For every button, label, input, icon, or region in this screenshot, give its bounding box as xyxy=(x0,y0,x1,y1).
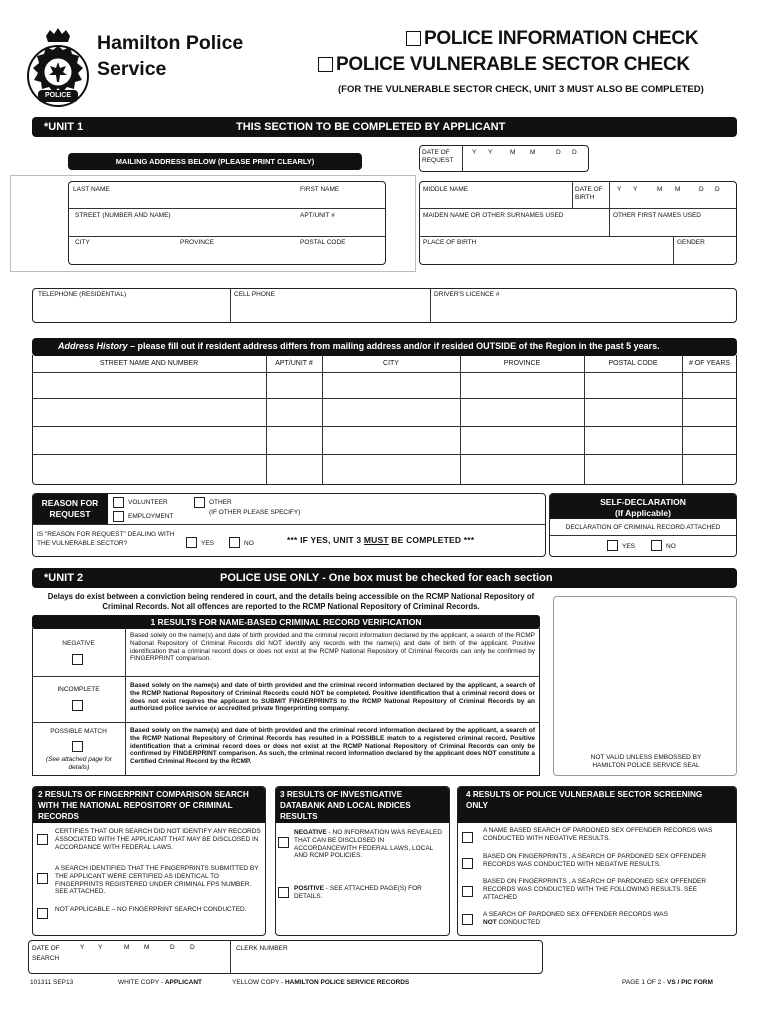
date-of-request-label: DATE OF REQUEST xyxy=(422,149,454,164)
unit1-label: *UNIT 1 xyxy=(44,121,84,133)
volunteer-label: VOLUNTEER xyxy=(128,499,168,506)
date-search-label: DATE OF SEARCH xyxy=(32,945,60,962)
badge-text: POLICE xyxy=(44,92,72,99)
org-name xyxy=(97,30,243,82)
unit1-title: THIS SECTION TO BE COMPLETED BY APPLICANT xyxy=(236,121,506,133)
maiden-label: MAIDEN NAME OR OTHER SURNAMES USED xyxy=(423,212,564,219)
header-subtitle: (FOR THE VULNERABLE SECTOR CHECK, UNIT 3 MUST ALSO BE COMPLETED) xyxy=(338,84,704,95)
s3-positive: POSITIVE - SEE ATTACHED PAGE(S) FOR DETAILS. xyxy=(294,885,422,900)
negative-checkbox[interactable] xyxy=(72,654,83,665)
other-label: OTHER xyxy=(209,499,232,506)
decl-yes-checkbox[interactable] xyxy=(607,540,618,551)
incomplete-label: INCOMPLETE xyxy=(57,686,100,693)
negative-text: Based solely on the name(s) and date of birth provided and the criminal record information declared by the applicant, a search of the RCMP National Repository of Criminal Records did NOT identify any records with the name(s) and date of birth of the applicant. Positive identification that a criminal record does or does not exist at the RCMP National Repository of Criminal Records can only be confirmed by FINGERPRINT comparison. xyxy=(130,632,535,663)
org-name-line1: Hamilton Police xyxy=(97,32,244,54)
s4-item4: A SEARCH OF PARDONED SEX OFFENDER RECORDS WAS NOT CONDUCTED xyxy=(483,911,668,926)
s2-item3: NOT APPLICABLE – NO FINGERPRINT SEARCH CONDUCTED. xyxy=(55,906,247,913)
possible-checkbox[interactable] xyxy=(72,741,83,752)
licence-label: DRIVER'S LICENCE # xyxy=(434,291,500,298)
place-birth-label: PLACE OF BIRTH xyxy=(423,239,477,246)
col-apt: APT/UNIT # xyxy=(275,360,313,367)
other-checkbox[interactable] xyxy=(194,497,205,508)
address-history-title: Address History – please fill out if resident address differs from mailing address and/or if resided OUTSIDE of the Region in the past 5 years. xyxy=(58,341,660,351)
s2-item3-checkbox[interactable] xyxy=(37,908,48,919)
decl-no-checkbox[interactable] xyxy=(651,540,662,551)
s4-item2: BASED ON FINGERPRINTS , A SEARCH OF PARDONED SEX OFFENDER RECORDS WAS CONDUCTED WITH NEGATIVE RESULTS. xyxy=(483,853,707,868)
unit2-label: *UNIT 2 xyxy=(44,572,84,584)
vs-yes-checkbox[interactable] xyxy=(186,537,197,548)
title-pic xyxy=(406,28,698,50)
decl-yes-label: YES xyxy=(622,543,636,550)
s4-item4-checkbox[interactable] xyxy=(462,914,473,925)
middle-name-label: MIDDLE NAME xyxy=(423,186,469,193)
self-decl-title: SELF-DECLARATION xyxy=(600,497,686,507)
dob-label: DATE OF BIRTH xyxy=(575,186,603,201)
employment-checkbox[interactable] xyxy=(113,511,124,522)
negative-label: NEGATIVE xyxy=(62,640,95,647)
s2-item1-checkbox[interactable] xyxy=(37,834,48,845)
col-street: STREET NAME AND NUMBER xyxy=(99,360,199,367)
gender-label: GENDER xyxy=(677,239,705,246)
pic-checkbox[interactable] xyxy=(406,31,421,46)
title-vsc xyxy=(318,54,690,76)
police-badge-logo xyxy=(26,28,90,112)
s4-item1: A NAME BASED SEARCH OF PARDONED SEX OFFENDER RECORDS WAS CONDUCTED WITH NEGATIVE RESULTS. xyxy=(483,827,713,842)
s3-title: 3 RESULTS OF INVESTIGATIVE DATABANK AND LOCAL INDICES RESULTS xyxy=(280,790,411,821)
unit2-title: POLICE USE ONLY - One box must be checked for each section xyxy=(220,572,553,584)
s4-item3-checkbox[interactable] xyxy=(462,886,473,897)
unit2-intro: Delays do exist between a conviction being rendered in court, and the details being accessible on the RCMP National Repository of Criminal Records. Not all offences are reported to the RCMP National Repository of Criminal Records. xyxy=(47,592,535,611)
cell-label: CELL PHONE xyxy=(234,291,275,298)
s1-title: 1 RESULTS FOR NAME-BASED CRIMINAL RECORD VERIFICATION xyxy=(150,617,422,627)
seal-note: NOT VALID UNLESS EMBOSSED BY HAMILTON POLICE SERVICE SEAL xyxy=(590,754,702,769)
self-decl-subtitle: (If Applicable) xyxy=(615,508,671,518)
possible-label: POSSIBLE MATCH xyxy=(50,728,107,735)
see-attached-label: (See attached page for details) xyxy=(45,756,113,771)
tel-label: TELEPHONE (RESIDENTIAL) xyxy=(38,291,127,298)
reason-label: REASON FOR REQUEST xyxy=(41,498,99,519)
org-name-line2: Service xyxy=(97,58,167,80)
incomplete-checkbox[interactable] xyxy=(72,700,83,711)
unit3-warning: *** IF YES, UNIT 3 MUST BE COMPLETED *** xyxy=(287,535,475,545)
col-province: PROVINCE xyxy=(503,360,541,367)
last-name-label: LAST NAME xyxy=(73,186,110,193)
col-postal: POSTAL CODE xyxy=(608,360,658,367)
apt-label: APT/UNIT # xyxy=(300,212,335,219)
city-label: CITY xyxy=(75,239,90,246)
vs-question: IS "REASON FOR REQUEST" DEALING WITH THE VULNERABLE SECTOR? xyxy=(37,531,175,548)
employment-label: EMPLOYMENT xyxy=(128,513,174,520)
decl-attached-label: DECLARATION OF CRIMINAL RECORD ATTACHED xyxy=(565,524,721,531)
other-specify-label: (IF OTHER PLEASE SPECIFY) xyxy=(209,509,301,516)
footer-page: PAGE 1 OF 2 - VS / PIC FORM xyxy=(622,979,713,986)
decl-no-label: NO xyxy=(666,543,676,550)
vs-no-label: NO xyxy=(244,540,254,547)
volunteer-checkbox[interactable] xyxy=(113,497,124,508)
s2-title: 2 RESULTS OF FINGERPRINT COMPARISON SEARCH WITH THE NATIONAL REPOSITORY OF CRIMINAL RECORDS xyxy=(38,790,249,821)
vs-yes-label: YES xyxy=(201,540,215,547)
col-years: # OF YEARS xyxy=(688,360,731,367)
s3-negative-checkbox[interactable] xyxy=(278,837,289,848)
title-vsc-text: POLICE VULNERABLE SECTOR CHECK xyxy=(336,54,690,75)
phone-row-box[interactable] xyxy=(32,288,737,323)
incomplete-text: Based solely on the name(s) and date of birth provided and the criminal record information declared by the applicant, a search of the RCMP National Repository of Criminal Records could NOT be completed. Positive identification that a criminal record does or does not exist requires the applicant to SUBMIT FINGERPRINTS to the RCMP National Repository of Criminal Records by an authorized police service or accredited private fingerprinting company. xyxy=(130,682,535,713)
footer-white: WHITE COPY - APPLICANT xyxy=(118,979,203,986)
vsc-checkbox[interactable] xyxy=(318,57,333,72)
footer-yellow: YELLOW COPY - HAMILTON POLICE SERVICE RECORDS xyxy=(232,979,410,986)
s4-item3: BASED ON FINGERPRINTS , A SEARCH OF PARDONED SEX OFFENDER RECORDS WAS CONDUCTED WITH THE FOLLOWING RESULTS. SEE ATTACHED xyxy=(483,878,707,901)
title-pic-text: POLICE INFORMATION CHECK xyxy=(424,28,699,49)
s2-item2-checkbox[interactable] xyxy=(37,873,48,884)
s2-item2: A SEARCH IDENTIFIED THAT THE FINGERPRINTS SUBMITTED BY THE APPLICANT WERE CERTIFIED AS IDENTICAL TO FINGERPRINTS REGISTERED UNDER CRIMINAL FPS NUMBER. SEE ATTACHED. xyxy=(55,865,259,896)
s4-title: 4 RESULTS OF POLICE VULNERABLE SECTOR SCREENING ONLY xyxy=(466,790,703,810)
other-first-label: OTHER FIRST NAMES USED xyxy=(613,212,702,219)
s3-positive-checkbox[interactable] xyxy=(278,887,289,898)
mailing-label: MAILING ADDRESS BELOW (PLEASE PRINT CLEARLY) xyxy=(115,157,315,166)
clerk-label: CLERK NUMBER xyxy=(236,945,288,952)
s4-item1-checkbox[interactable] xyxy=(462,832,473,843)
footer-code: 101311 SEP13 xyxy=(30,979,74,986)
postal-label: POSTAL CODE xyxy=(300,239,346,246)
street-label: STREET (NUMBER AND NAME) xyxy=(75,212,171,219)
s4-item2-checkbox[interactable] xyxy=(462,858,473,869)
col-city: CITY xyxy=(383,360,399,367)
address-history-table[interactable] xyxy=(32,355,737,485)
first-name-label: FIRST NAME xyxy=(300,186,340,193)
seal-box xyxy=(553,596,737,776)
s3-negative: NEGATIVE - NO INFORMATION WAS REVEALED THAT CAN BE DISCLOSED IN ACCORDANCEWITH FEDERAL LAWS, LOCAL AND RCMP POLICIES. xyxy=(294,829,442,860)
vs-no-checkbox[interactable] xyxy=(229,537,240,548)
possible-text: Based solely on the name(s) and date of birth provided and the criminal record information declared by the applicant, a search of the RCMP National Repository of Criminal Records has resulted in a POSSIBLE match to a registered criminal record. Positive identification that a criminal record does or does not exist at the RCMP National Repository of Criminal Records can only be confirmed by FINGERPRINT comparison. As such, the criminal record information declared by the applicant does NOT constitute a Certified Criminal Record by the RCMP. xyxy=(130,727,535,766)
province-label: PROVINCE xyxy=(180,239,214,246)
s2-item1: CERTIFIES THAT OUR SEARCH DID NOT IDENTIFY ANY RECORDS ASSOCIATED WITH THE APPLICANT THAT MAY BE DISCLOSED IN ACCORDANCE WITH FEDERAL LAWS. xyxy=(55,828,261,851)
